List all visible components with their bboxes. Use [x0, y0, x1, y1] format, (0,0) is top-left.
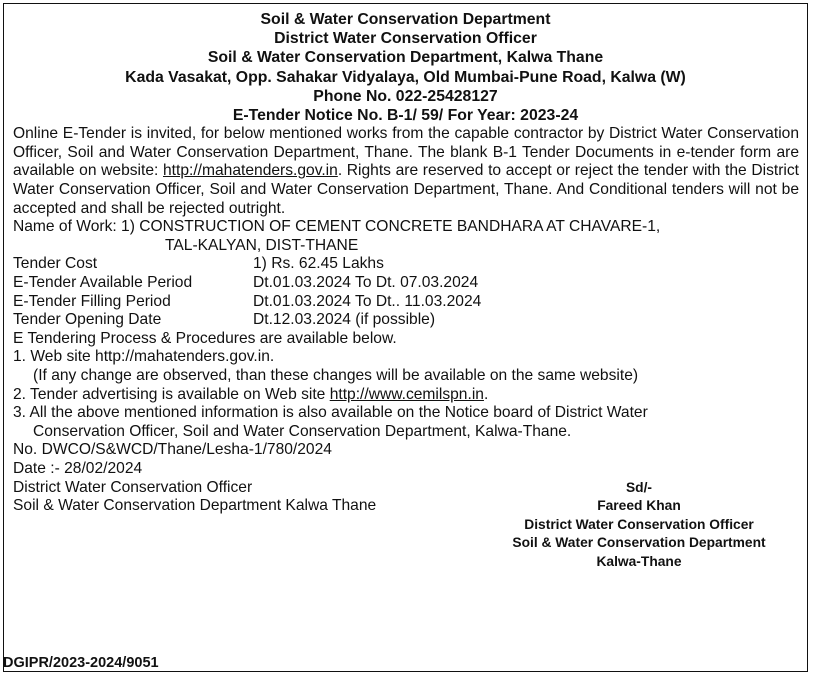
notice-body [4, 125, 807, 478]
process-item-2 [13, 386, 799, 405]
phone-number: Phone No. 022-25428127 [313, 87, 498, 105]
detail-value: 1) Rs. 62.45 Lakhs [253, 255, 384, 273]
detail-label: Tender Cost [13, 255, 98, 273]
detail-label: E-Tender Available Period [13, 273, 193, 291]
department-title: Soil & Water Conservation Department [260, 11, 551, 28]
signatory-designation: District Water Conservation Officer [524, 516, 754, 532]
process-item-3-continued: Conservation Officer, Soil and Water Conservation Department, Kalwa-Thane. [33, 422, 572, 440]
detail-available-period [13, 274, 799, 293]
signatory-place: Kalwa-Thane [596, 553, 682, 569]
detail-label: E-Tender Filling Period [13, 292, 171, 310]
signatory-department: Soil & Water Conservation Department [512, 535, 766, 550]
dgipr-code: DGIPR/2023-2024/9051 [3, 655, 159, 671]
intro-paragraph [13, 125, 799, 218]
process-item-1: 1. Web site http://mahatenders.gov.in. [13, 348, 275, 366]
detail-opening-date [13, 311, 799, 330]
signatory-name: Fareed Khan [597, 498, 681, 513]
work-name: Name of Work: 1) CONSTRUCTION OF CEMENT CONCRETE BANDHARA AT CHAVARE-1, [13, 218, 661, 236]
process-item-2-end: . [483, 385, 489, 403]
officer-title: District Water Conservation Officer [274, 30, 537, 48]
notice-number: E-Tender Notice No. B-1/ 59/ For Year: 2023-24 [232, 107, 579, 125]
signature-block [459, 479, 813, 572]
process-item-1-note: (If any change are observed, than these changes will be available on the same website) [33, 366, 639, 384]
office-address: Kada Vasakat, Opp. Sahakar Vidyalaya, Old Mumbai-Pune Road, Kalwa (W) [125, 68, 686, 86]
closing-section [4, 479, 807, 589]
process-intro: E Tendering Process & Procedures are available below. [13, 329, 397, 347]
process-item-2-text: 2. Tender advertising is available on Web site [13, 385, 330, 403]
intro-text-2: . Rights are reserved to accept or reject the tender with the District Water Conservation Officer, Soil and Water Conservation Department, Thane. And Conditional tenders will not be accepted and shall be rejected outright. [13, 162, 799, 217]
mahatenders-link[interactable]: http://mahatenders.gov.in [163, 162, 338, 180]
office-title: District Water Conservation Officer [13, 478, 253, 496]
office-block [13, 479, 376, 516]
tender-notice [3, 3, 808, 672]
detail-value: Dt.01.03.2024 To Dt. 07.03.2024 [253, 273, 479, 291]
detail-value: Dt.12.03.2024 (if possible) [253, 311, 436, 329]
detail-tender-cost [13, 255, 799, 274]
office-department: Soil & Water Conservation Department Kalwa Thane [13, 497, 377, 515]
detail-filling-period [13, 293, 799, 312]
detail-value: Dt.01.03.2024 To Dt.. 11.03.2024 [253, 292, 482, 310]
signature-sd: Sd/- [625, 479, 653, 495]
cemilspn-link[interactable]: http://www.cemilspn.in [329, 385, 484, 403]
detail-label: Tender Opening Date [13, 311, 162, 329]
reference-number: No. DWCO/S&WCD/Thane/Lesha-1/780/2024 [13, 441, 332, 459]
department-location: Soil & Water Conservation Department, Kalwa Thane [207, 49, 604, 67]
reference-date: Date :- 28/02/2024 [13, 459, 143, 477]
work-name-continued: TAL-KALYAN, DIST-THANE [165, 236, 359, 254]
notice-header [4, 4, 807, 125]
process-item-3: 3. All the above mentioned information is also available on the Notice board of District Water [13, 404, 648, 422]
intro-text-1: Online E-Tender is invited, for below mentioned works from the capable contractor by District Water Conservation Officer, Soil and Water Conservation Department, Thane. The blank B-1 Tender Documents in e-tender form are available on website: [13, 125, 799, 180]
